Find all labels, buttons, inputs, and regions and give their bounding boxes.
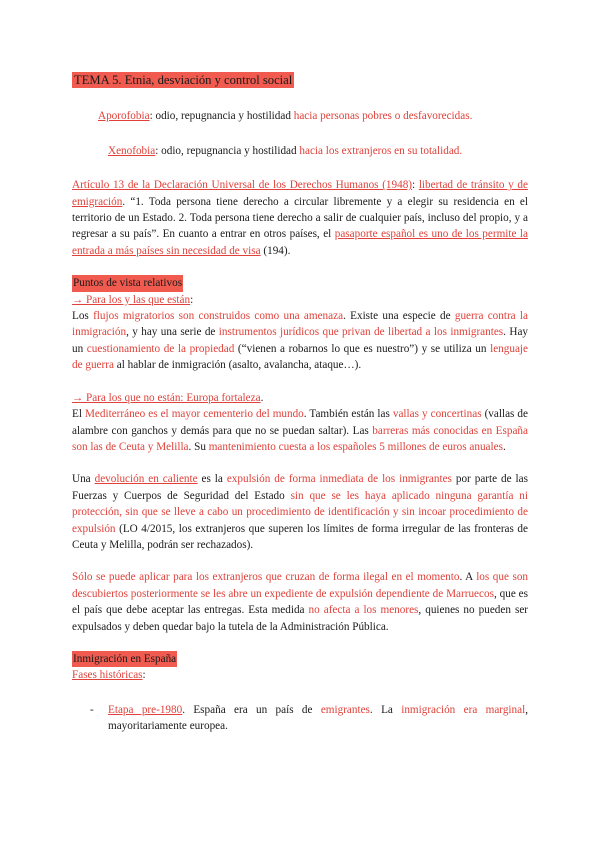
section-inmigracion-espana: Inmigración en España Fases históricas: - Etapa pre-1980. España era un país de emigrantes. La inmigración era marginal, mayoritariamente europea.: [72, 651, 528, 735]
articulo-13-paragraph: Artículo 13 de la Declaración Universal de los Derechos Humanos (1948): libertad de tránsito y de emigración. “1. Toda persona tiene derecho a circular libremente y a elegir su residencia en el territorio de un Estado. 2. Toda persona tiene derecho a salir de cualquier país, incluso del propio, y a regresar a su país”. En cuanto a entrar en otros países, el pasaporte español es uno de los permite la entrada a más países sin necesidad de visa (194).: [72, 179, 529, 257]
paragraph-europa-fortaleza: El Mediterráneo es el mayor cementerio del mundo. También están las vallas y concertinas (vallas de alambre con ganchos y demás para que no se puedan saltar). Las barreras más conocidas en España son las de Ceuta y Melilla. Su mantenimiento cuesta a los españoles 5 millones de euros anuales.: [72, 408, 528, 453]
page-title: TEMA 5. Etnia, desviación y control social: [74, 73, 293, 87]
dash-bullet: -: [90, 703, 94, 716]
list-item: - Etapa pre-1980. España era un país de emigrantes. La inmigración era marginal, mayoritariamente europea.: [90, 703, 528, 733]
subheading-los-que-no-estan: → Para los que no están: Europa fortaleza: [72, 391, 261, 404]
paragraph-devolucion-en-caliente: Una devolución en caliente es la expulsión de forma inmediata de los inmigrantes por parte de las Fuerzas y Cuerpos de Seguridad del Estado sin que se les haya aplicado ninguna garantía ni protección, sin que se lleve a cabo un procedimiento de identificación y sin incoar procedimiento de expulsión (LO 4/2015, los extranjeros que superen los límites de forma irregular de las fronteras de Ceuta y Melilla, podrán ser rechazados).: [72, 473, 528, 551]
section-heading-inmigracion: Inmigración en España: [72, 651, 177, 667]
subheading-fases-historicas: Fases históricas: [72, 669, 143, 682]
section-puntos-de-vista: Puntos de vista relativos → Para los y las que están: Los flujos migratorios son construidos como una amenaza. Existe una especie de guerra contra la inmigración, y hay una serie de instrumentos jurídicos que privan de libertad a los inmigrantes. Hay un cuestionamiento de la propiedad (“vienen a robarnos lo que es nuestro”) y se utiliza un lenguaje de guerra al hablar de inmigración (asalto, avalancha, ataque…). → Para los que no están: Europa fortaleza. El Mediterráneo es el mayor cementerio del mundo. También están las vallas y concertinas (vallas de alambre con ganchos y demás para que no se puedan saltar). Las barreras más conocidas en España son las de Ceuta y Melilla. Su mantenimiento cuesta a los españoles 5 millones de euros anuales.: [72, 275, 528, 455]
term-aporofobia: Aporofobia: [98, 110, 150, 123]
paragraph-los-que-estan: Los flujos migratorios son construidos como una amenaza. Existe una especie de guerra contra la inmigración, y hay una serie de instrumentos jurídicos que privan de libertad a los inmigrantes. Hay un cuestionamiento de la propiedad (“vienen a robarnos lo que es nuestro”) y se utiliza un lenguaje de guerra al hablar de inmigración (asalto, avalancha, ataque…).: [72, 310, 529, 372]
term-xenofobia: Xenofobia: [108, 144, 156, 157]
section-heading-puntos: Puntos de vista relativos: [72, 275, 183, 291]
paragraph-solo-se-puede: Sólo se puede aplicar para los extranjeros que cruzan de forma ilegal en el momento. A los que son descubiertos posteriormente se les abre un expediente de expulsión dependiente de Marruecos, que es el país que debe aceptar las entregas. Esta medida no afecta a los menores, quienes no pueden ser expulsados y deben quedar bajo la tutela de la Administración Pública.: [72, 571, 529, 633]
definition-aporofobia: Aporofobia: odio, repugnancia y hostilidad hacia personas pobres o desfavorecidas.: [98, 110, 473, 123]
definition-xenofobia: Xenofobia: odio, repugnancia y hostilidad hacia los extranjeros en su totalidad.: [108, 144, 463, 157]
subheading-los-que-estan: → Para los y las que están: [72, 293, 191, 306]
